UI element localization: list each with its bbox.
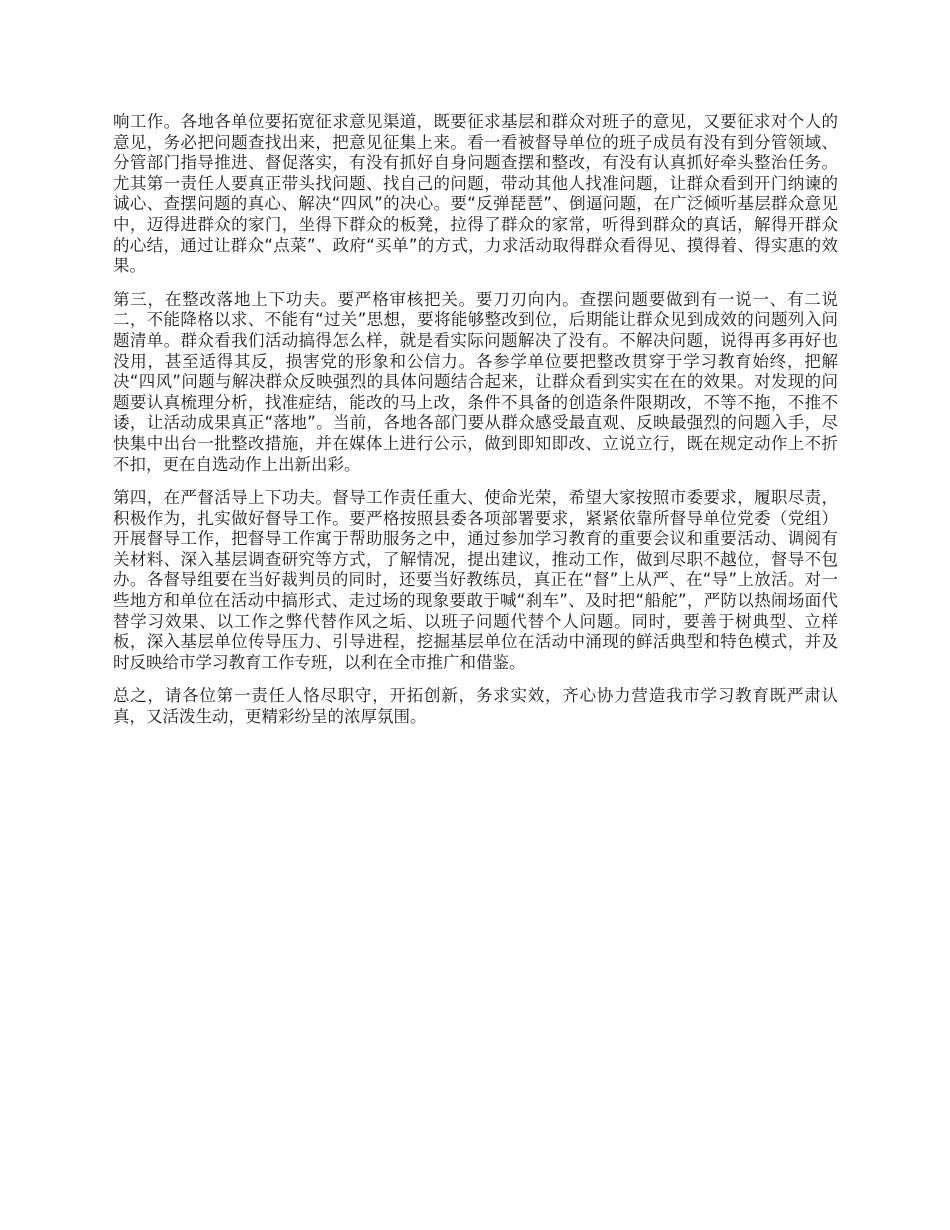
- paragraph-1: 响工作。各地各单位要拓宽征求意见渠道，既要征求基层和群众对班子的意见，又要征求对个人的意见，务必把问题查找出来，把意见征集上来。看一看被督导单位的班子成员有没有到分管领域、分管部门指导推进、督促落实，有没有抓好自身问题查摆和整改，有没有认真抓好牵头整治任务。尤其第一责任人要真正带头找问题、找自己的问题，带动其他人找准问题，让群众看到开门纳谏的诚心、查摆问题的真心、解决“四风”的决心。要“反弹琵琶”、倒逼问题，在广泛倾听基层群众意见中，迈得进群众的家门，坐得下群众的板凳，拉得了群众的家常，听得到群众的真话，解得开群众的心结，通过让群众“点菜”、政府“买单”的方式，力求活动取得群众看得见、摸得着、得实惠的效果。: [113, 112, 838, 276]
- paragraph-4: 总之，请各位第一责任人恪尽职守，开拓创新，务求实效，齐心协力营造我市学习教育既严肃认真，又活泼生动，更精彩纷呈的浓厚氛围。: [113, 686, 838, 727]
- document-body: [113, 112, 838, 741]
- paragraph-2: 第三，在整改落地上下功夫。要严格审核把关。要刀刃向内。查摆问题要做到有一说一、有二说二，不能降格以求、不能有“过关”思想，要将能够整改到位，后期能让群众见到成效的问题列入问题清单。群众看我们活动搞得怎么样，就是看实际问题解决了没有。不解决问题，说得再多再好也没用，甚至适得其反，损害党的形象和公信力。各参学单位要把整改贯穿于学习教育始终，把解决“四风”问题与解决群众反映强烈的具体问题结合起来，让群众看到实实在在的效果。对发现的问题要认真梳理分析，找准症结，能改的马上改，条件不具备的创造条件限期改，不等不拖，不推不诿，让活动成果真正“落地”。当前，各地各部门要从群众感受最直观、反映最强烈的问题入手，尽快集中出台一批整改措施，并在媒体上进行公示，做到即知即改、立说立行，既在规定动作上不折不扣，更在自选动作上出新出彩。: [113, 289, 838, 474]
- paragraph-3: 第四，在严督活导上下功夫。督导工作责任重大、使命光荣，希望大家按照市委要求，履职尽责，积极作为，扎实做好督导工作。要严格按照县委各项部署要求，紧紧依靠所督导单位党委（党组）开展督导工作，把督导工作寓于帮助服务之中，通过参加学习教育的重要会议和重要活动、调阅有关材料、深入基层调查研究等方式，了解情况，提出建议，推动工作，做到尽职不越位，督导不包办。各督导组要在当好裁判员的同时，还要当好教练员，真正在“督”上从严、在“导”上放活。对一些地方和单位在活动中搞形式、走过场的现象要敢于喊“刹车”、及时把“船舵”，严防以热闹场面代替学习效果、以工作之弊代替作风之垢、以班子问题代替个人问题。同时，要善于树典型、立样板，深入基层单位传导压力、引导进程，挖掘基层单位在活动中涌现的鲜活典型和特色模式，并及时反映给市学习教育工作专班，以利在全市推广和借鉴。: [113, 488, 838, 672]
